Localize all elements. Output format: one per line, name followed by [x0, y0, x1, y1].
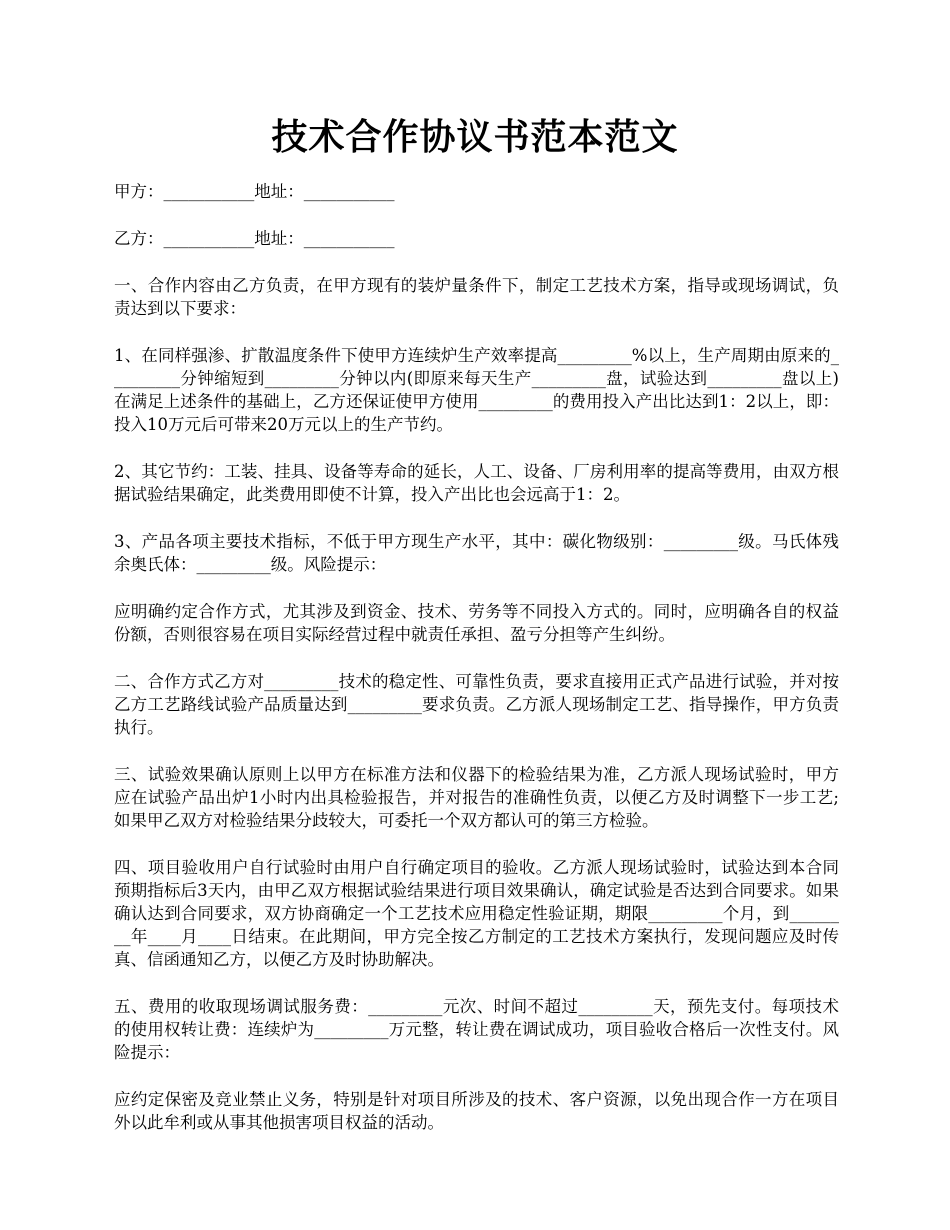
document-title: 技术合作协议书范本范文	[271, 116, 679, 158]
paragraph-fees: 五、费用的收取现场调试服务费：_________元次、时间不超过_________天，预先支付。每项技术的使用权转让费：连续炉为_________万元整，转让费在调试成功，项目验收合格后一次性支付。风险提示：	[114, 997, 839, 1062]
paragraph-item-2: 2、其它节约：工装、挂具、设备等寿命的延长，人工、设备、厂房利用率的提高等费用，由双方根据试验结果确定，此类费用即使不计算，投入产出比也会远高于1：2。	[114, 462, 839, 504]
paragraph-risk-note-2: 应约定保密及竞业禁止义务，特别是针对项目所涉及的技术、客户资源，以免出现合作一方在项目外以此牟利或从事其他损害项目权益的活动。	[114, 1090, 839, 1132]
paragraph-item-3: 3、产品各项主要技术指标，不低于甲方现生产水平，其中：碳化物级别：_________级。马氏体残余奥氏体：_________级。风险提示：	[114, 532, 839, 574]
party-b-line: 乙方：___________地址：___________	[114, 229, 395, 248]
paragraph-test-confirmation: 三、试验效果确认原则上以甲方在标准方法和仪器下的检验结果为准，乙方派人现场试验时，甲方应在试验产品出炉1小时内出具检验报告，并对报告的准确性负责，以便乙方及时调整下一步工艺;如果甲乙双方对检验结果分歧较大，可委托一个双方都认可的第三方检验。	[114, 765, 839, 830]
paragraph-cooperation-method: 二、合作方式乙方对_________技术的稳定性、可靠性负责，要求直接用正式产品进行试验，并对按乙方工艺路线试验产品质量达到_________要求负责。乙方派人现场制定工艺、指导操作，甲方负责执行。	[114, 672, 839, 737]
document-body	[114, 180, 839, 1158]
paragraph-project-acceptance: 四、项目验收用户自行试验时由用户自行确定项目的验收。乙方派人现场试验时，试验达到本合同预期指标后3天内，由甲乙双方根据试验结果进行项目效果确认，确定试验是否达到合同要求。如果确认达到合同要求，双方协商确定一个工艺技术应用稳定性验证期，期限_________个月，到________年____月____日结束。在此期间，甲方完全按乙方制定的工艺技术方案执行，发现问题应及时传真、信函通知乙方，以便乙方及时协助解决。	[114, 858, 839, 969]
paragraph-cooperation-content: 一、合作内容由乙方负责，在甲方现有的装炉量条件下，制定工艺技术方案，指导或现场调试，负责达到以下要求：	[114, 276, 839, 318]
paragraph-item-1: 1、在同样强渗、扩散温度条件下使甲方连续炉生产效率提高_________%以上，生产周期由原来的_________分钟缩短到_________分钟以内(即原来每天生产_________盘，试验达到_________盘以上)在满足上述条件的基础上，乙方还保证使甲方使用_________的费用投入产出比达到1：2以上，即：投入10万元后可带来20万元以上的生产节约。	[114, 346, 839, 434]
paragraph-risk-note-1: 应明确约定合作方式，尤其涉及到资金、技术、劳务等不同投入方式的。同时，应明确各自的权益份额，否则很容易在项目实际经营过程中就责任承担、盈亏分担等产生纠纷。	[114, 602, 839, 644]
party-a-line: 甲方：___________地址：___________	[114, 182, 395, 201]
